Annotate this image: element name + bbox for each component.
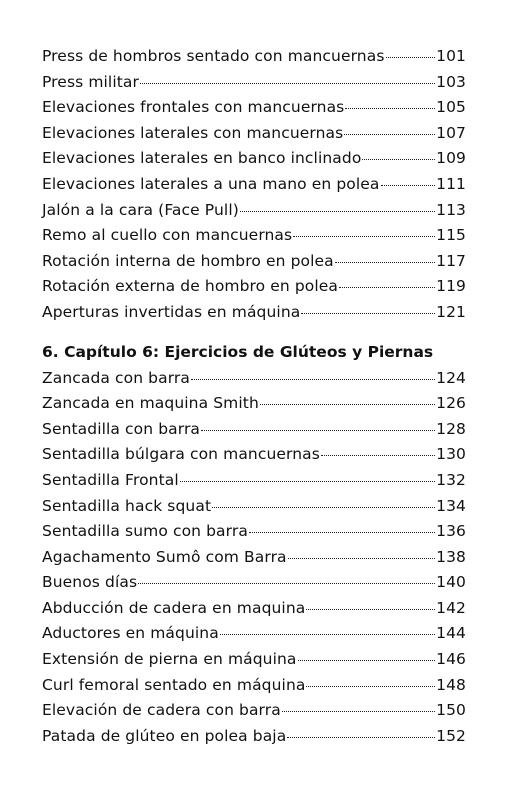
dot-leader	[345, 107, 435, 109]
toc-entry-page: 132	[436, 470, 466, 489]
dot-leader	[306, 608, 435, 610]
dot-leader	[180, 480, 435, 482]
toc-entry-page: 140	[436, 573, 466, 592]
toc-entry-page: 107	[436, 123, 466, 142]
toc-entry-title: Rotación externa de hombro en polea	[42, 277, 339, 296]
toc-entry-title: Elevaciones laterales en banco inclinado	[42, 149, 362, 168]
toc-entry-page: 101	[436, 47, 466, 65]
toc-entry[interactable]	[42, 252, 466, 278]
toc-entry-title: Sentadilla sumo con barra	[42, 522, 248, 541]
section-spacer	[42, 329, 466, 343]
toc-entry-page: 105	[436, 98, 466, 117]
dot-leader	[240, 210, 435, 212]
toc-entry-title: Sentadilla Frontal	[42, 470, 179, 489]
dot-leader	[287, 736, 435, 738]
toc-entry[interactable]	[42, 522, 466, 548]
dot-leader	[362, 158, 435, 160]
table-of-contents	[42, 47, 466, 752]
toc-entry-title: Sentadilla con barra	[42, 419, 201, 438]
dot-leader	[288, 557, 435, 559]
dot-leader	[381, 184, 436, 186]
dot-leader	[201, 429, 435, 431]
toc-entry[interactable]	[42, 548, 466, 574]
toc-entry-page: 142	[436, 598, 466, 617]
dot-leader	[282, 710, 435, 712]
toc-entry-title: Extensión de pierna en máquina	[42, 650, 297, 669]
toc-entry-page: 148	[436, 675, 466, 694]
toc-entry[interactable]	[42, 394, 466, 420]
dot-leader	[301, 312, 435, 314]
dot-leader	[191, 378, 435, 380]
dot-leader	[212, 506, 435, 508]
chapter-6-list	[42, 369, 466, 753]
toc-entry-title: Elevaciones laterales con mancuernas	[42, 123, 344, 142]
dot-leader	[335, 261, 435, 263]
toc-entry-title: Aductores en máquina	[42, 624, 219, 643]
chapter-6-heading[interactable]: 6. Capítulo 6: Ejercicios de Glúteos y Piernas	[42, 342, 434, 361]
toc-entry[interactable]	[42, 727, 466, 753]
toc-entry[interactable]	[42, 445, 466, 471]
toc-entry[interactable]	[42, 98, 466, 124]
toc-entry-page: 109	[436, 149, 466, 168]
toc-entry[interactable]	[42, 573, 466, 599]
toc-entry[interactable]	[42, 497, 466, 523]
toc-entry-page: 134	[436, 496, 466, 515]
toc-entry[interactable]	[42, 277, 466, 303]
toc-entry-page: 124	[436, 368, 466, 387]
toc-entry[interactable]	[42, 599, 466, 625]
dot-leader	[293, 235, 435, 237]
toc-entry-title: Abducción de cadera en maquina	[42, 598, 306, 617]
dot-leader	[220, 633, 435, 635]
toc-entry-page: 138	[436, 547, 466, 566]
toc-entry[interactable]	[42, 175, 466, 201]
dot-leader	[138, 582, 435, 584]
dot-leader	[298, 659, 436, 661]
toc-entry-page: 152	[436, 726, 466, 745]
toc-entry-page: 144	[436, 624, 466, 643]
dot-leader	[140, 82, 435, 84]
toc-entry-title: Zancada en maquina Smith	[42, 394, 259, 413]
toc-entry-page: 103	[436, 72, 466, 91]
toc-entry-title: Rotación interna de hombro en polea	[42, 251, 334, 270]
toc-entry[interactable]	[42, 369, 466, 395]
toc-entry-title: Agachamento Sumô com Barra	[42, 547, 287, 566]
dot-leader	[260, 403, 435, 405]
toc-entry-page: 126	[436, 394, 466, 413]
toc-entry-title: Curl femoral sentado en máquina	[42, 675, 306, 694]
toc-entry[interactable]	[42, 676, 466, 702]
toc-entry-page: 113	[436, 200, 466, 219]
toc-entry-title: Press de hombros sentado con mancuernas	[42, 47, 385, 65]
toc-entry[interactable]	[42, 701, 466, 727]
dot-leader	[249, 531, 435, 533]
toc-entry-title: Sentadilla hack squat	[42, 496, 212, 515]
toc-entry[interactable]	[42, 47, 466, 73]
toc-entry[interactable]	[42, 73, 466, 99]
toc-entry-title: Elevación de cadera con barra	[42, 701, 281, 720]
toc-entry[interactable]	[42, 149, 466, 175]
toc-entry-page: 150	[436, 701, 466, 720]
toc-entry-page: 121	[436, 302, 466, 321]
toc-entry-page: 136	[436, 522, 466, 541]
toc-entry[interactable]	[42, 124, 466, 150]
toc-entry[interactable]	[42, 226, 466, 252]
toc-entry-page: 119	[436, 277, 466, 296]
toc-entry[interactable]	[42, 303, 466, 329]
toc-entry[interactable]	[42, 650, 466, 676]
toc-entry-page: 128	[436, 419, 466, 438]
toc-entry[interactable]	[42, 420, 466, 446]
toc-entry-page: 115	[436, 226, 466, 245]
toc-entry-title: Buenos días	[42, 573, 138, 592]
toc-entry-title: Aperturas invertidas en máquina	[42, 302, 301, 321]
toc-entry-title: Remo al cuello con mancuernas	[42, 226, 293, 245]
toc-entry-page: 130	[436, 445, 466, 464]
section-5-list	[42, 47, 466, 329]
dot-leader	[321, 454, 435, 456]
toc-entry-page: 117	[436, 251, 466, 270]
dot-leader	[386, 56, 436, 58]
toc-entry-title: Sentadilla búlgara con mancuernas	[42, 445, 320, 464]
dot-leader	[344, 133, 435, 135]
dot-leader	[306, 685, 435, 687]
toc-entry-title: Jalón a la cara (Face Pull)	[42, 200, 239, 219]
toc-entry[interactable]	[42, 201, 466, 227]
toc-entry-title: Elevaciones frontales con mancuernas	[42, 98, 345, 117]
toc-entry-title: Elevaciones laterales a una mano en polea	[42, 174, 380, 193]
toc-entry-title: Patada de glúteo en polea baja	[42, 726, 287, 745]
toc-entry-page: 146	[436, 650, 466, 669]
dot-leader	[339, 286, 435, 288]
toc-entry-title: Zancada con barra	[42, 368, 190, 387]
toc-entry[interactable]	[42, 471, 466, 497]
toc-entry[interactable]	[42, 624, 466, 650]
toc-entry-title: Press militar	[42, 72, 139, 91]
toc-entry-page: 111	[436, 174, 466, 193]
